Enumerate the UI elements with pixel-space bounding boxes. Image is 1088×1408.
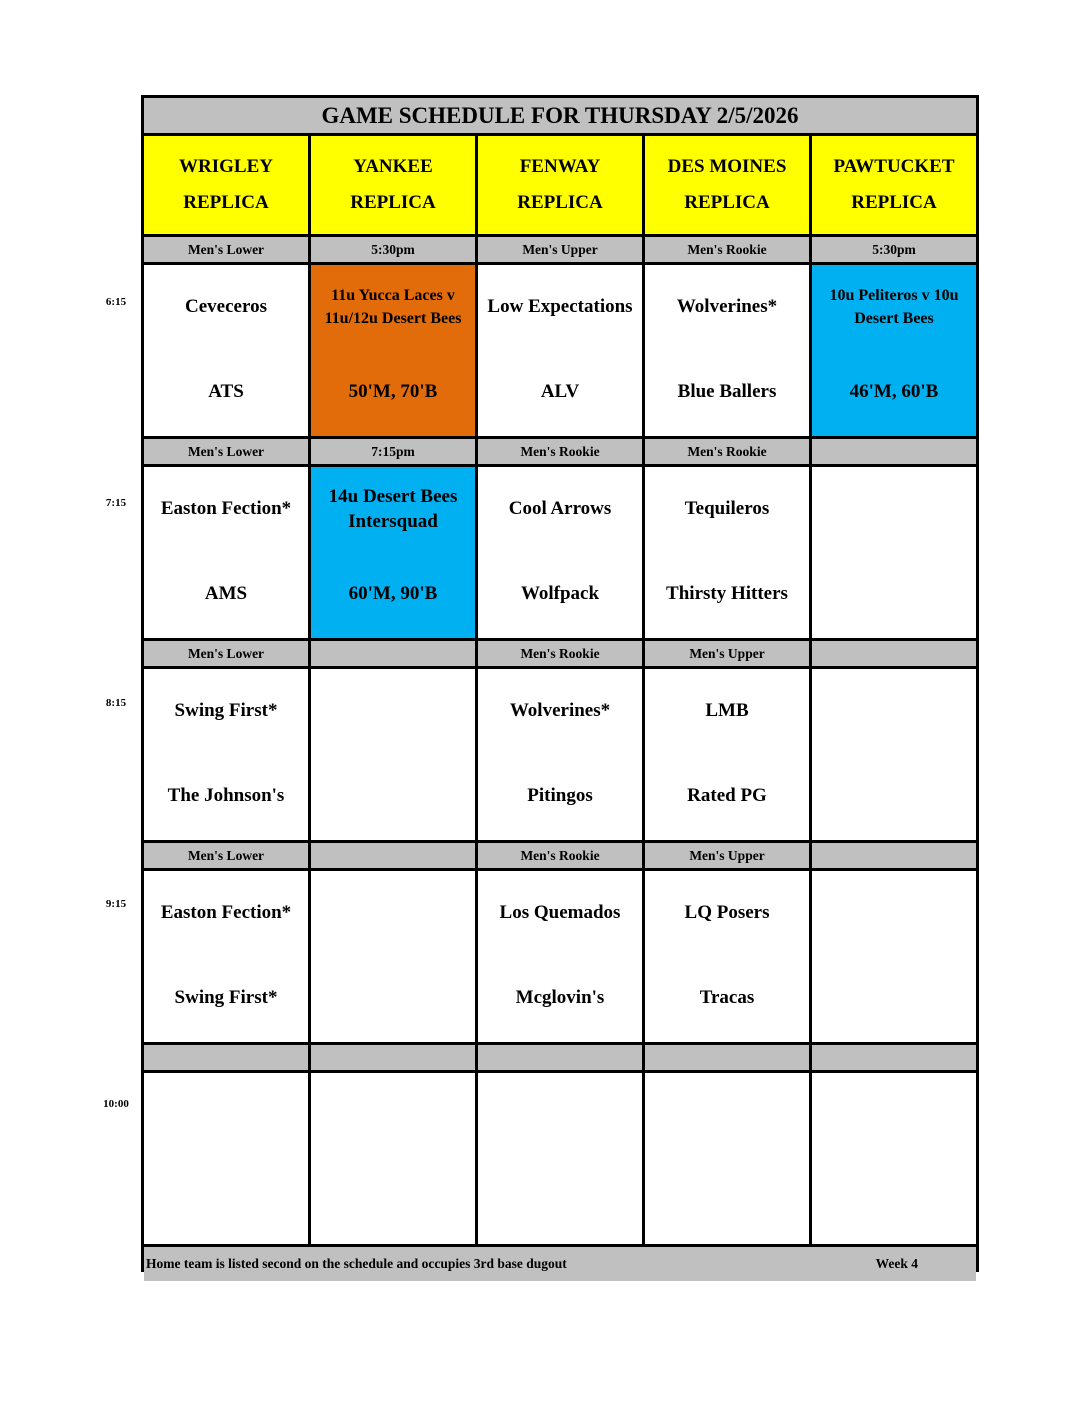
division-label (812, 843, 976, 868)
home-team: Pitingos (527, 785, 593, 807)
field-subtitle: REPLICA (684, 192, 770, 213)
footer-bar (144, 1247, 976, 1281)
game-cell (645, 265, 809, 436)
time-label: 10:00 (103, 1098, 129, 1110)
time-label: 9:15 (105, 898, 127, 910)
home-team: 60'M, 90'B (348, 583, 438, 605)
division-label: Men's Upper (645, 843, 809, 868)
home-team: Wolfpack (520, 583, 600, 605)
away-team: Low Expectations (487, 296, 633, 318)
game-cell (478, 265, 642, 436)
division-label: Men's Rookie (645, 439, 809, 464)
field-name: WRIGLEY (179, 156, 273, 177)
field-header (812, 136, 976, 234)
field-header (478, 136, 642, 234)
game-cell (311, 467, 475, 638)
division-label: Men's Rookie (478, 843, 642, 868)
division-label: 7:15pm (311, 439, 475, 464)
field-name: PAWTUCKET (833, 156, 955, 177)
home-team: 46'M, 60'B (849, 381, 939, 403)
division-label (311, 641, 475, 666)
game-cell (311, 669, 475, 840)
away-team: Los Quemados (499, 902, 621, 924)
division-label: Men's Lower (144, 237, 308, 262)
division-label: Men's Rookie (478, 641, 642, 666)
footer-note: Home team is listed second on the schedule and occupies 3rd base dugout (146, 1256, 567, 1271)
division-label: 5:30pm (812, 237, 976, 262)
game-cell (812, 265, 976, 436)
home-team: Rated PG (687, 785, 767, 807)
division-label: Men's Lower (144, 843, 308, 868)
away-team: LQ Posers (684, 902, 770, 924)
division-label (645, 1045, 809, 1070)
game-cell (812, 1073, 976, 1244)
home-team: Tracas (699, 987, 755, 1009)
game-cell (144, 265, 308, 436)
division-label (478, 1045, 642, 1070)
home-team: ATS (208, 381, 244, 403)
field-subtitle: REPLICA (851, 192, 937, 213)
division-label (812, 1045, 976, 1070)
game-cell (478, 1073, 642, 1244)
away-team: LMB (705, 700, 749, 722)
division-label (311, 843, 475, 868)
game-cell (812, 669, 976, 840)
time-label: 7:15 (105, 497, 127, 509)
field-name: DES MOINES (667, 156, 787, 177)
away-team: 14u Desert Bees Intersquad (328, 485, 458, 532)
field-name: YANKEE (353, 156, 433, 177)
home-team: Blue Ballers (677, 381, 777, 403)
away-team: Swing First* (174, 700, 278, 722)
field-header (144, 136, 308, 234)
division-label (812, 641, 976, 666)
home-team: Mcglovin's (515, 987, 605, 1009)
schedule-table (141, 95, 979, 1272)
game-cell (144, 871, 308, 1042)
division-label (144, 1045, 308, 1070)
division-label: Men's Lower (144, 439, 308, 464)
field-subtitle: REPLICA (350, 192, 436, 213)
away-team: 11u Yucca Laces v 11u/12u Desert Bees (324, 286, 462, 327)
game-cell (144, 1073, 308, 1244)
away-team: 10u Peliteros v 10u Desert Bees (829, 286, 959, 327)
division-label: 5:30pm (311, 237, 475, 262)
game-cell (478, 467, 642, 638)
time-label: 6:15 (105, 296, 127, 308)
home-team: AMS (204, 583, 248, 605)
away-team: Wolverines* (676, 296, 778, 318)
field-subtitle: REPLICA (183, 192, 269, 213)
division-label: Men's Upper (478, 237, 642, 262)
field-subtitle: REPLICA (517, 192, 603, 213)
game-cell (812, 871, 976, 1042)
game-cell (144, 669, 308, 840)
game-cell (478, 669, 642, 840)
division-label: Men's Upper (645, 641, 809, 666)
schedule-title: GAME SCHEDULE FOR THURSDAY 2/5/2026 (144, 98, 976, 133)
game-cell (645, 871, 809, 1042)
game-cell (645, 669, 809, 840)
home-team: Swing First* (174, 987, 278, 1009)
game-cell (645, 467, 809, 638)
division-label: Men's Rookie (478, 439, 642, 464)
field-header (645, 136, 809, 234)
game-cell (311, 1073, 475, 1244)
game-cell (311, 871, 475, 1042)
division-label: Men's Lower (144, 641, 308, 666)
game-cell (812, 467, 976, 638)
game-cell (645, 1073, 809, 1244)
game-cell (478, 871, 642, 1042)
away-team: Ceveceros (185, 296, 267, 318)
away-team: Tequileros (684, 498, 770, 520)
home-team: The Johnson's (167, 785, 285, 807)
home-team: ALV (540, 381, 580, 403)
field-header (311, 136, 475, 234)
home-team: 50'M, 70'B (348, 381, 438, 403)
game-cell (311, 265, 475, 436)
division-label (812, 439, 976, 464)
field-name: FENWAY (519, 156, 601, 177)
away-team: Cool Arrows (508, 498, 612, 520)
division-label (311, 1045, 475, 1070)
time-label: 8:15 (105, 697, 127, 709)
away-team: Easton Fection* (160, 498, 292, 520)
home-team: Thirsty Hitters (666, 583, 788, 605)
away-team: Wolverines* (509, 700, 611, 722)
week-label: Week 4 (875, 1256, 918, 1271)
division-label: Men's Rookie (645, 237, 809, 262)
game-cell (144, 467, 308, 638)
away-team: Easton Fection* (160, 902, 292, 924)
